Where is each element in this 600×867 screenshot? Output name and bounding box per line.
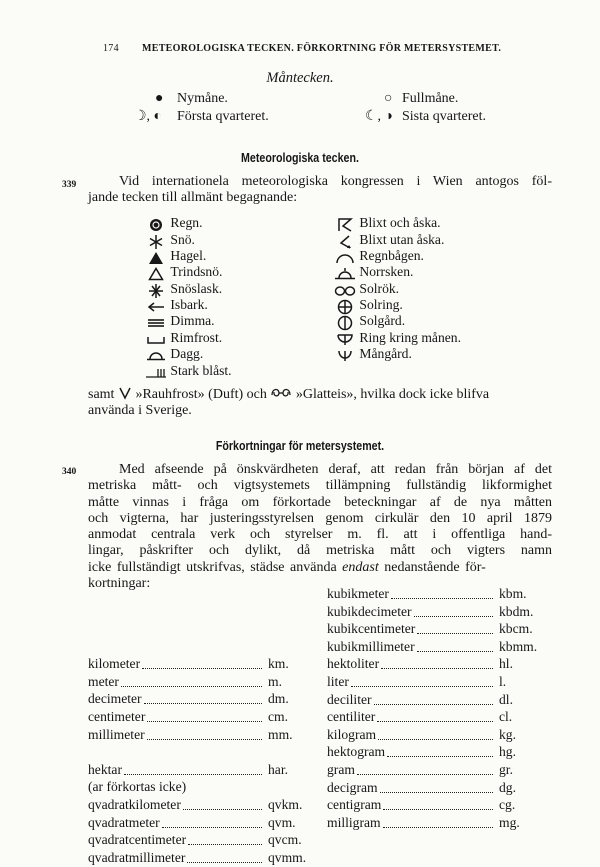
meteo-item-label: Snö.	[170, 232, 195, 247]
leader-dots	[378, 739, 493, 740]
unit-row	[327, 638, 538, 656]
aurora-icon	[334, 264, 356, 281]
unit-name: kubikmillimeter	[327, 638, 415, 654]
leader-dots	[377, 721, 493, 722]
meteo-item-label: Regnbågen.	[359, 248, 424, 263]
moon-item-label: Sista qvarteret.	[402, 109, 486, 124]
meteo-item-fog	[145, 312, 215, 329]
page-number: 174	[103, 43, 119, 54]
unit-abbreviation: l.	[499, 674, 507, 689]
meteo-item-hail	[145, 247, 206, 264]
unit-name: kubikmeter	[327, 586, 389, 601]
meteo-item-label: Mångård.	[359, 346, 412, 361]
unit-row	[327, 743, 527, 761]
moon-item-first-quarter	[134, 108, 269, 125]
unit-row	[88, 778, 294, 796]
moon-item-label: Fullmåne.	[402, 91, 459, 106]
meteo-item-lunar-corona	[334, 345, 412, 362]
leader-dots	[414, 616, 493, 617]
unit-name: kilometer	[88, 656, 141, 672]
meteo-item-label: Blixt och åska.	[359, 215, 441, 230]
leader-dots	[142, 668, 262, 669]
text-segment: icke fullständigt utskrifvas, städse använda	[88, 559, 337, 575]
unit-name: qvadratmillimeter	[88, 849, 186, 865]
unit-name: qvadratmeter	[88, 814, 160, 830]
unit-row	[88, 708, 294, 726]
meteo-item-wind	[145, 362, 232, 379]
abbrev-intro-paragraph	[88, 462, 552, 592]
meteo-item-rime	[145, 329, 222, 346]
meteo-item-rain	[145, 214, 203, 231]
paragraph-number: 340	[62, 467, 77, 477]
meteo-item-label: Dagg.	[170, 346, 204, 361]
leader-dots	[357, 774, 493, 775]
meteo-item-aurora	[334, 263, 413, 280]
moon-item-new	[155, 91, 228, 107]
leader-dots	[144, 703, 262, 704]
paragraph-number: 339	[62, 180, 77, 190]
unit-name: qvadratcentimeter	[88, 832, 187, 848]
unit-name: decimeter	[88, 691, 142, 707]
text-line: kortningar:	[88, 576, 151, 592]
unit-name: centimeter	[88, 709, 146, 724]
unit-name: kubikcentimeter	[327, 621, 416, 637]
meteo-item-label: Norrsken.	[359, 264, 414, 279]
meteo-item-sleet	[145, 280, 222, 297]
meteo-item-snow	[145, 231, 195, 248]
meteo-item-label: Stark blåst.	[170, 363, 232, 378]
unit-name: hektoliter	[327, 656, 380, 672]
thunderstorm-icon	[334, 215, 356, 232]
text-line	[88, 560, 552, 576]
leader-dots	[417, 651, 493, 652]
unit-row	[327, 796, 527, 814]
unit-row	[327, 708, 527, 726]
unit-name: centiliter	[327, 709, 376, 725]
text-line: och vigterna, har justeringsstyrelsen genom cirkulär den 10 april 1879	[88, 510, 552, 526]
meteo-item-label: Snöslask.	[170, 281, 223, 296]
unit-row	[327, 585, 527, 603]
meteo-item-label: Rimfrost.	[170, 330, 223, 345]
unit-name: hektogram	[327, 744, 386, 760]
text-line: anmodat centrala verk och styrelser m. fl. att i offentliga hand-	[88, 527, 552, 543]
unit-abbreviation: har.	[268, 761, 289, 777]
rauhfrost-icon	[118, 386, 132, 400]
leader-dots	[147, 721, 262, 722]
emphasis-text: endast	[342, 559, 379, 575]
leader-dots	[147, 739, 262, 740]
text-line: metriska mått- och vigtsystemets tillämpning fullständig likformighet	[88, 478, 552, 494]
unit-abbreviation: qvm.	[268, 814, 296, 830]
unit-row	[327, 761, 527, 779]
samt-line-2: använda i Sverige.	[88, 403, 192, 418]
full-moon-icon: ○	[384, 91, 393, 106]
unit-abbreviation: km.	[268, 656, 289, 672]
unit-abbreviation: kg.	[499, 726, 516, 742]
moon-item-label: Första qvarteret.	[177, 109, 269, 124]
meteo-item-ice	[145, 296, 208, 313]
unit-row	[327, 655, 527, 673]
leader-dots	[121, 686, 262, 687]
rain-icon	[145, 215, 167, 232]
meteo-item-graupel	[145, 263, 222, 280]
moon-item-full	[384, 91, 458, 107]
unit-row	[327, 620, 533, 638]
unit-name: liter	[327, 674, 349, 689]
unit-abbreviation: cg.	[499, 797, 516, 813]
unit-abbreviation: qvmm.	[268, 849, 307, 865]
unit-abbreviation: m.	[268, 673, 282, 689]
meteo-item-solar-halo	[334, 296, 403, 313]
unit-row	[327, 673, 527, 691]
leader-dots	[162, 827, 262, 828]
meteo-intro-paragraph	[88, 174, 552, 207]
unit-name: qvadratkilometer	[88, 797, 181, 812]
unit-name: kubikdecimeter	[327, 603, 412, 619]
unit-abbreviation: kbdm.	[499, 603, 534, 619]
unit-row	[88, 796, 303, 814]
leader-dots	[351, 686, 493, 687]
section-heading: Meteorologiska tecken.	[241, 150, 359, 165]
unit-abbreviation: gr.	[499, 762, 513, 777]
leader-dots	[124, 774, 262, 775]
unit-abbreviation: dl.	[499, 691, 513, 707]
unit-abbreviation: kbcm.	[499, 621, 533, 637]
unit-name: (ar förkortas icke)	[88, 779, 187, 795]
unit-row	[88, 849, 307, 867]
unit-name: meter	[88, 673, 119, 689]
text-line: jande tecken till allmänt begagnande:	[88, 190, 298, 206]
leader-dots	[183, 809, 262, 810]
meteo-item-haze	[334, 280, 399, 297]
fog-icon	[145, 313, 167, 330]
unit-name: gram	[327, 762, 355, 777]
leader-dots	[187, 862, 262, 863]
abbrev-section-title	[0, 438, 600, 453]
unit-row	[327, 726, 527, 744]
running-title: METEOROLOGISKA TECKEN. FÖRKORTNING FÖR METERSYSTEMET.	[142, 43, 502, 54]
unit-name: milligram	[327, 814, 381, 830]
unit-abbreviation: mm.	[268, 726, 293, 742]
unit-name: millimeter	[88, 726, 145, 742]
meteo-item-label: Trindsnö.	[170, 264, 223, 279]
leader-dots	[374, 704, 493, 705]
unit-row	[88, 726, 294, 744]
leader-dots	[417, 633, 493, 634]
moon-item-last-quarter	[365, 108, 486, 125]
meteo-item-label: Isbark.	[170, 297, 208, 312]
unit-abbreviation: cl.	[499, 709, 513, 725]
leader-dots	[381, 668, 493, 669]
unit-name: hektar	[88, 761, 122, 777]
unit-abbreviation: kbm.	[499, 586, 527, 601]
meteo-section-title	[0, 150, 600, 165]
unit-row	[327, 603, 534, 621]
text-line: Med afseende på önskvärdheten deraf, att redan från början af det	[119, 462, 552, 477]
meteo-item-label: Hagel.	[170, 248, 207, 263]
meteo-item-thunder	[334, 214, 441, 231]
unit-abbreviation: dg.	[499, 779, 516, 795]
dew-icon	[145, 346, 167, 363]
graupel-icon	[145, 264, 167, 281]
samt-text: »Rauhfrost» (Duft) och	[135, 387, 267, 402]
samt-text: »Glatteis», hvilka dock icke blifva	[295, 387, 490, 402]
unit-abbreviation: hg.	[499, 744, 516, 760]
unit-abbreviation: qvkm.	[268, 797, 303, 812]
section-heading: Förkortningar för metersystemet.	[215, 438, 385, 453]
last-quarter-icon: ☾, ◑	[365, 109, 394, 124]
unit-row	[88, 690, 294, 708]
moon-item-label: Nymåne.	[177, 91, 228, 106]
text-line: Vid internationela meteorologiska kongressen i Wien antogos föl-	[119, 174, 552, 189]
unit-row	[327, 814, 527, 832]
unit-name: kilogram	[327, 726, 377, 742]
unit-name: decigram	[327, 779, 378, 795]
meteo-item-label: Dimma.	[170, 313, 215, 328]
meteo-item-lightning	[334, 231, 444, 248]
leader-dots	[380, 792, 493, 793]
meteo-item-label: Blixt utan åska.	[359, 232, 445, 247]
glatteis-icon	[270, 387, 292, 399]
unit-abbreviation: cm.	[268, 709, 289, 724]
meteo-item-lunar-halo	[334, 329, 461, 346]
unit-name: centigram	[327, 797, 382, 813]
text-segment: nedanstående för-	[384, 559, 486, 575]
meteo-item-label: Solrök.	[359, 281, 400, 296]
leader-dots	[391, 598, 493, 599]
meteo-item-label: Solring.	[359, 297, 403, 312]
unit-row	[88, 655, 294, 673]
meteo-item-solar-corona	[334, 312, 405, 329]
leader-dots	[383, 827, 493, 828]
leader-dots	[383, 809, 493, 810]
new-moon-icon: ●	[155, 91, 164, 106]
strong-wind-icon	[145, 363, 167, 380]
unit-abbreviation: kbmm.	[499, 638, 538, 654]
text-line: måtte vinnas i fråga om förkortade beteckningar af de nya måtten	[88, 494, 552, 510]
leader-dots	[387, 756, 493, 757]
unit-abbreviation: hl.	[499, 656, 513, 672]
meteo-item-dew	[145, 345, 203, 362]
unit-row	[88, 814, 294, 832]
unit-name: deciliter	[327, 691, 372, 707]
samt-line	[88, 386, 489, 403]
meteo-item-label: Solgård.	[359, 313, 406, 328]
unit-row	[88, 761, 294, 779]
first-quarter-icon: ☽, ◐	[134, 109, 163, 124]
unit-row	[327, 779, 527, 797]
text-line: lingar, påskrifter och dylikt, då metriska mått och vigters namn	[88, 543, 552, 559]
unit-abbreviation: dm.	[268, 691, 289, 707]
unit-abbreviation: qvcm.	[268, 832, 302, 848]
moon-section-title: Måntecken.	[266, 70, 334, 86]
meteo-item-label: Regn.	[170, 215, 203, 230]
samt-text: samt	[88, 387, 115, 402]
unit-row	[88, 831, 302, 849]
unit-row	[327, 691, 527, 709]
leader-dots	[188, 844, 262, 845]
meteo-item-label: Ring kring månen.	[359, 330, 461, 345]
unit-abbreviation: mg.	[499, 814, 520, 830]
lunar-corona-icon	[334, 346, 356, 363]
unit-row	[88, 673, 294, 691]
meteo-item-rainbow	[334, 247, 424, 264]
